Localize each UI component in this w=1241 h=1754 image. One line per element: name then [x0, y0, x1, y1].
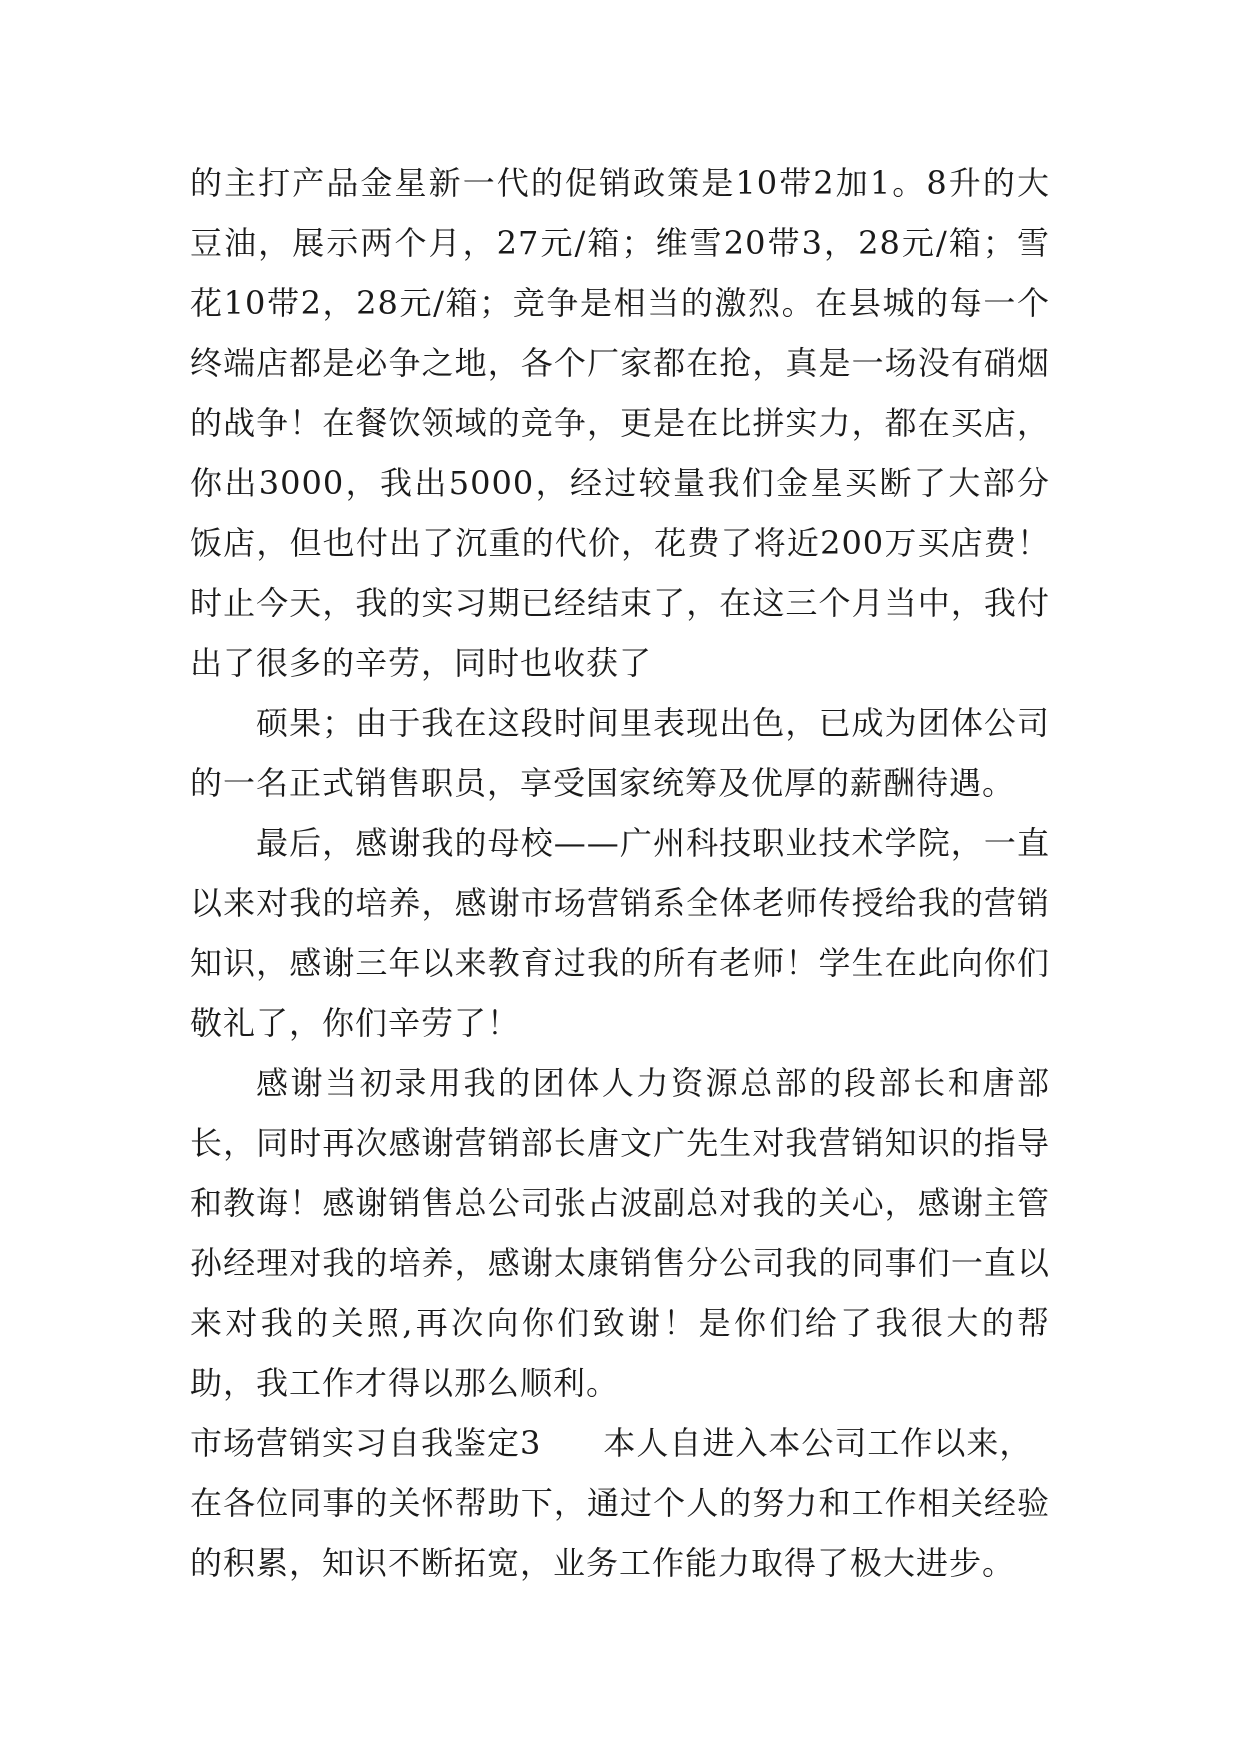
paragraph-2: 硕果；由于我在这段时间里表现出色，已成为团体公司的一名正式销售职员，享受国家统筹及优厚的薪酬待遇。: [190, 704, 1050, 802]
section-heading-line: [190, 1413, 1050, 1473]
paragraph-3: 最后，感谢我的母校——广州科技职业技术学院，一直以来对我的培养，感谢市场营销系全体老师传授给我的营销知识，感谢三年以来教育过我的所有老师！学生在此向你们敬礼了，你们辛劳了！: [190, 824, 1050, 1042]
paragraph-1: 的主打产品金星新一代的促销政策是10带2加1。8升的大豆油，展示两个月，27元/箱；维雪20带3，28元/箱；雪花10带2，28元/箱；竞争是相当的激烈。在县城的每一个终端店都是必争之地，各个厂家都在抢，真是一场没有硝烟的战争！在餐饮领域的竞争，更是在比拼实力，都在买店，你出3000，我出5000，经过较量我们金星买断了大部分饭店，但也付出了沉重的代价，花费了将近200万买店费！时止今天，我的实习期已经结束了，在这三个月当中，我付出了很多的辛劳，同时也收获了: [190, 164, 1050, 682]
section-paragraph: 在各位同事的关怀帮助下，通过个人的努力和工作相关经验的积累，知识不断拓宽，业务工作能力取得了极大进步。: [190, 1484, 1050, 1582]
section-first-line: 本人自进入本公司工作以来，: [603, 1424, 1033, 1462]
section-title: 市场营销实习自我鉴定3: [190, 1424, 542, 1462]
paragraph-4: 感谢当初录用我的团体人力资源总部的段部长和唐部长，同时再次感谢营销部长唐文广先生对我营销知识的指导和教诲！感谢销售总公司张占波副总对我的关心，感谢主管孙经理对我的培养，感谢太康销售分公司我的同事们一直以来对我的关照,再次向你们致谢！是你们给了我很大的帮助，我工作才得以那么顺利。: [190, 1064, 1050, 1402]
document-body: [190, 153, 1050, 1593]
